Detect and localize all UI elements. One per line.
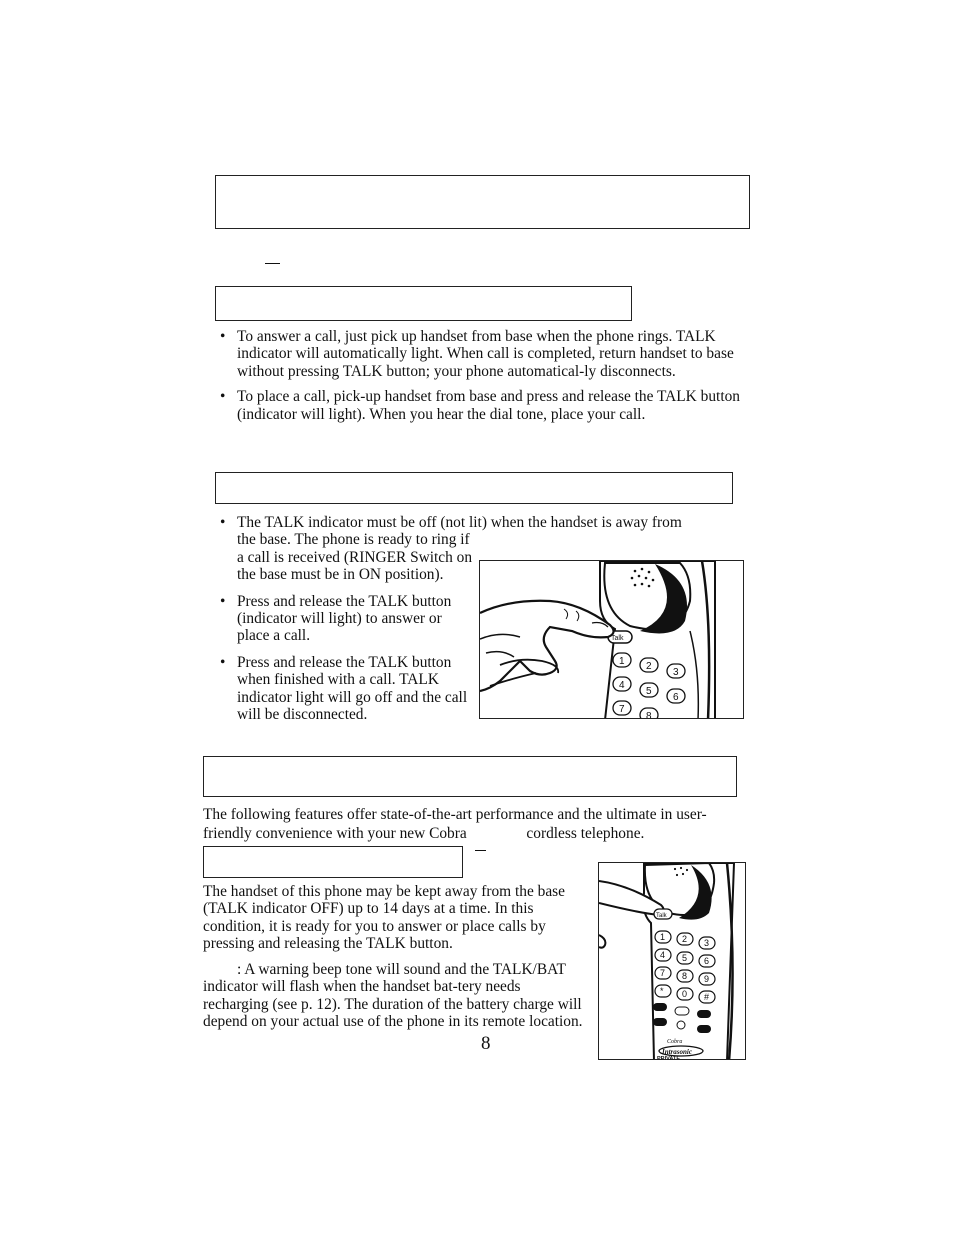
keypad-key-label: 4 <box>660 950 666 960</box>
section-heading-box-talk <box>215 472 733 504</box>
keypad-key-label: 2 <box>682 934 688 944</box>
keypad-key-label: 3 <box>673 667 679 678</box>
list-item-first-line: • The TALK indicator must be off (not lit) when the handset is away from <box>237 514 682 531</box>
keypad-key-label: 0 <box>682 989 688 999</box>
features-intro <box>203 805 723 843</box>
handset-finger-svg <box>480 561 744 719</box>
keypad-key-label: 3 <box>704 938 710 948</box>
function-key-icon <box>697 1010 711 1018</box>
section-heading-box-features <box>203 756 737 797</box>
keypad-key-label: 4 <box>619 680 625 691</box>
page-number: 8 <box>481 1033 491 1054</box>
keypad-key-label: 8 <box>682 971 688 981</box>
talk-key-label: Talk <box>656 913 667 919</box>
remote-note: : A warning beep tone will sound and the TALK/BAT indicator will flash when the handset bat-tery needs recharging (see p. 12). The duration of the battery charge will depend on your actual use of the phone in its remote location. <box>203 961 583 1031</box>
answer-place-list <box>216 328 746 423</box>
keypad-key-label: # <box>704 992 710 1002</box>
features-intro-text: The following features offer state-of-the-art performance and the ultimate in user-friendly convenience with your new Cobra <box>203 806 707 842</box>
subheading-box-remote <box>203 846 463 878</box>
keypad-key-label: 6 <box>673 692 679 703</box>
function-key-icon <box>653 1018 667 1026</box>
list-item: • Press and release the TALK button (indicator will light) to answer or place a call. <box>216 593 473 645</box>
handset-keypad-illustration <box>598 862 746 1060</box>
handset-keypad-svg <box>599 863 746 1060</box>
indicator-icon <box>677 1021 685 1029</box>
list-item-rest: the base. The phone is ready to ring if a call is received (RINGER Switch on the base must be in ON position). <box>237 531 473 584</box>
title-box <box>215 175 750 229</box>
keypad-key-label: 9 <box>704 974 710 984</box>
keypad-key-label: 6 <box>704 956 710 966</box>
keypad-key-label: 5 <box>646 686 652 697</box>
function-key-icon <box>675 1007 689 1015</box>
remote-paragraph: The handset of this phone may be kept away from the base (TALK indicator OFF) up to 14 days at a time. In this condition, it is ready for you to answer or place calls by pressing and releasing the TALK button. <box>203 883 565 953</box>
keypad-key-label: 8 <box>646 711 652 719</box>
keypad-key-label: 1 <box>619 656 625 667</box>
keypad-key-label: 5 <box>682 953 688 963</box>
talk-key-label: Talk <box>611 635 624 642</box>
features-intro-tail: cordless telephone. <box>526 825 645 842</box>
handset-finger-illustration <box>479 560 744 719</box>
underline-mark <box>265 263 280 264</box>
keypad-key-label: 7 <box>660 968 666 978</box>
brand-sub-label: PRIVATE <box>657 1056 681 1060</box>
list-item: • Press and release the TALK button when finished with a call. TALK indicator light will go off and the call will be disconnected. <box>216 654 473 724</box>
keypad-key-label: 7 <box>619 704 625 715</box>
keypad-key-label: 1 <box>660 932 666 942</box>
function-key-icon <box>653 1003 667 1011</box>
keypad-key-label: * <box>660 986 664 996</box>
brand-label: Cobra <box>667 1039 683 1045</box>
list-item: • To answer a call, just pick up handset from base when the phone rings. TALK indicator will automatically light. When call is completed, return handset to base without pressing TALK button; your phone automatical-ly disconnects. <box>216 328 746 380</box>
list-item: • To place a call, pick-up handset from base and press and release the TALK button (indicator will light). When you hear the dial tone, place your call. <box>216 388 746 423</box>
section-heading-box-answer-place <box>215 286 632 321</box>
keypad-key-label: 2 <box>646 661 652 672</box>
brand-logo-label: Intrasonic <box>662 1048 692 1056</box>
function-key-icon <box>697 1025 711 1033</box>
